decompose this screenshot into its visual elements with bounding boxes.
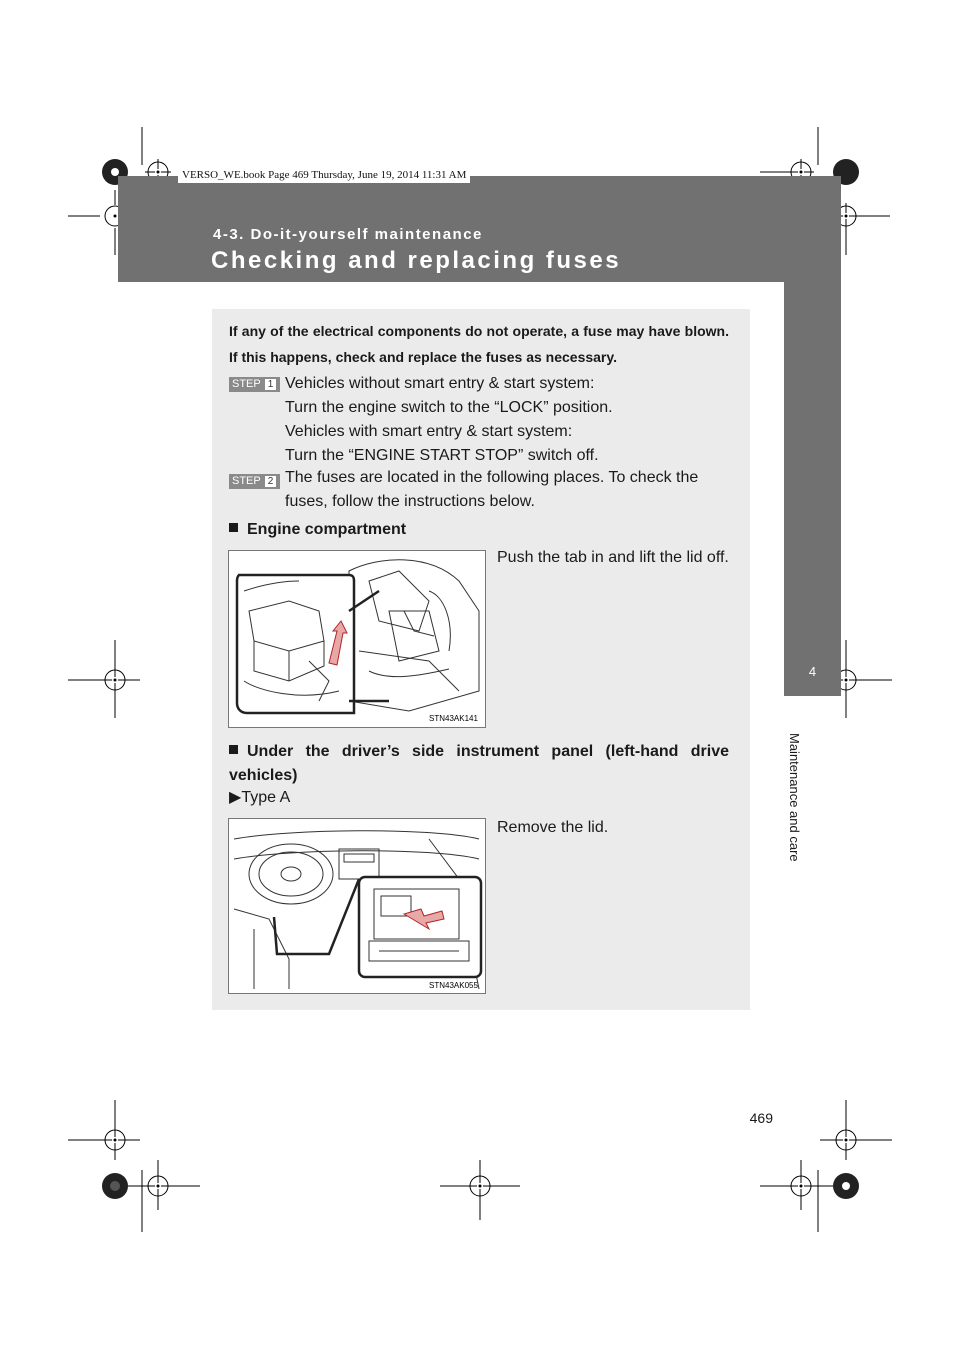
- step-2-badge: STEP 2: [229, 471, 280, 489]
- engine-instruction: Push the tab in and lift the lid off.: [497, 549, 729, 566]
- chapter-number: 4: [808, 664, 817, 679]
- section-heading-instrument: Under the driver’s side instrument panel (left-hand drive vehicles): [229, 743, 729, 784]
- instrument-instruction: Remove the lid.: [497, 819, 609, 836]
- instrument-panel-illustration: [229, 819, 485, 993]
- step-1-text: Vehicles without smart entry & start system: Turn the engine switch to the “LOCK” position. Vehicles with smart entry & start system: Turn the “ENGINE START STOP” switch off.: [285, 375, 613, 464]
- step-2-text: The fuses are located in the following places. To check the fuses, follow the instructions below.: [285, 469, 699, 510]
- triangle-right-icon: ▶: [229, 789, 242, 806]
- chapter-tab: [784, 282, 841, 696]
- section-heading-engine: Engine compartment: [229, 518, 406, 542]
- intro-text: If any of the electrical components do not operate, a fuse may have blown. If this happens, check and replace the fuses as necessary.: [229, 323, 729, 365]
- book-stamp: VERSO_WE.book Page 469 Thursday, June 19, 2014 11:31 AM: [178, 168, 470, 183]
- section-label: 4-3. Do-it-yourself maintenance: [213, 226, 483, 243]
- square-bullet-icon: [229, 523, 238, 532]
- instrument-figure: [228, 818, 486, 994]
- square-bullet-icon: [229, 745, 238, 754]
- figure-code-engine: STN43AK141: [429, 714, 478, 723]
- page-number: 469: [749, 1110, 773, 1126]
- step-1-badge: STEP 1: [229, 374, 280, 392]
- page-title: Checking and replacing fuses: [211, 247, 622, 274]
- engine-compartment-illustration: [229, 551, 485, 727]
- figure-code-instrument: STN43AK055: [429, 981, 478, 990]
- chapter-label: Maintenance and care: [787, 733, 802, 862]
- type-a-label: ▶Type A: [229, 789, 291, 806]
- engine-figure: [228, 550, 486, 728]
